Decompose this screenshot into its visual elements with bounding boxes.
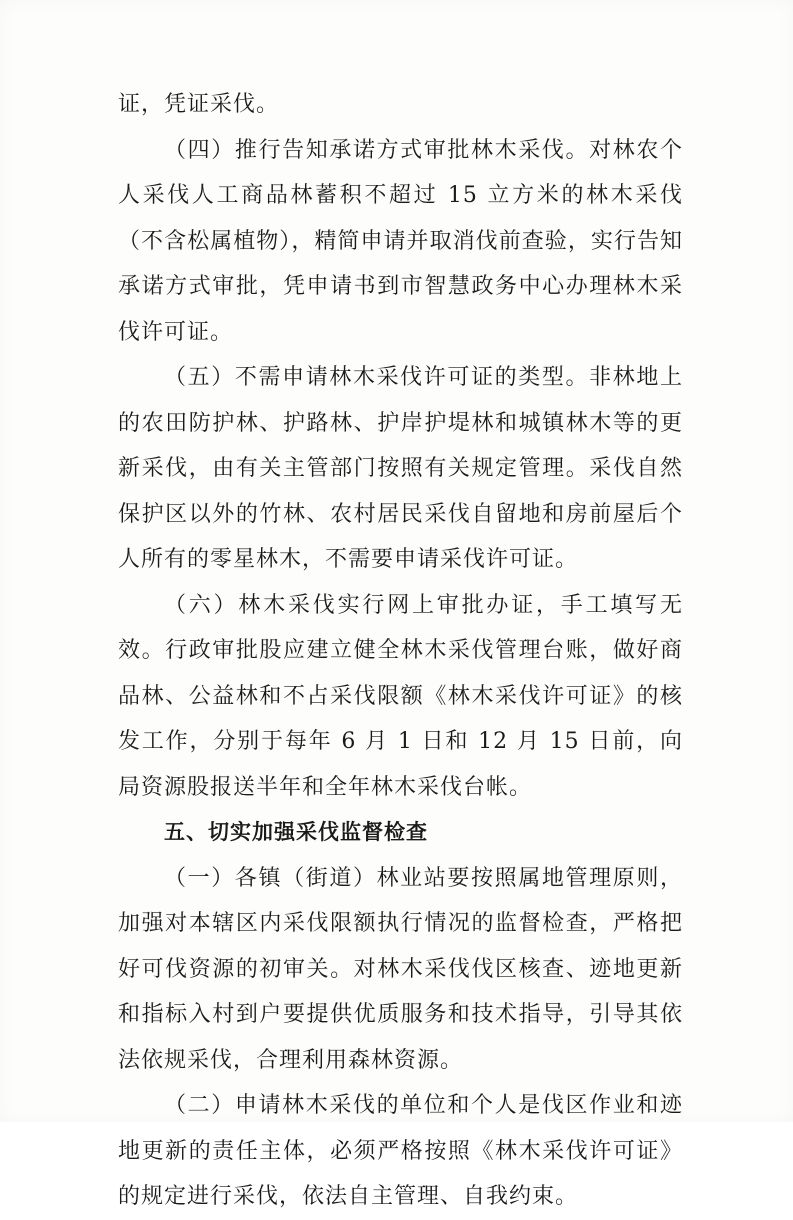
paragraph-continuation: 证，凭证采伐。 [118, 92, 280, 117]
section-heading: 五、切实加强采伐监督检查 [164, 820, 428, 844]
section-paragraph-two: （二）申请林木采伐的单位和个人是伐区作业和迹地更新的责任主体，必须严格按照《林木采伐许可证》的规定进行采伐，依法自主管理、自我约束。 [118, 1093, 683, 1209]
paragraph-item-six: （六）林木采伐实行网上审批办证，手工填写无效。行政审批股应建立健全林木采伐管理台账，做好商品林、公益林和不占采伐限额《林木采伐许可证》的核发工作，分别于每年 6 月 1 日和 12 月 15 日前，向局资源股报送半年和全年林木采伐台帐。 [118, 592, 683, 800]
paragraph-item-four: （四）推行告知承诺方式审批林木采伐。对林农个人采伐人工商品林蓄积不超过 15 立方米的林木采伐（不含松属植物），精简申请并取消伐前查验，实行告知承诺方式审批，凭申请书到市智慧政务中心办理林木采伐许可证。 [118, 137, 683, 345]
paragraph-item-five: （五）不需申请林木采伐许可证的类型。非林地上的农田防护林、护路林、护岸护堤林和城镇林木等的更新采伐，由有关主管部门按照有关规定管理。采伐自然保护区以外的竹林、农村居民采伐自留地和房前屋后个人所有的零星林木，不需要申请采伐许可证。 [118, 365, 683, 572]
section-paragraph-one: （一）各镇（街道）林业站要按照属地管理原则，加强对本辖区内采伐限额执行情况的监督检查，严格把好可伐资源的初审关。对林木采伐伐区核查、迹地更新和指标入村到户要提供优质服务和技术指导，引导其依法依规采伐，合理利用森林资源。 [118, 865, 683, 1073]
document-body [118, 82, 683, 1220]
